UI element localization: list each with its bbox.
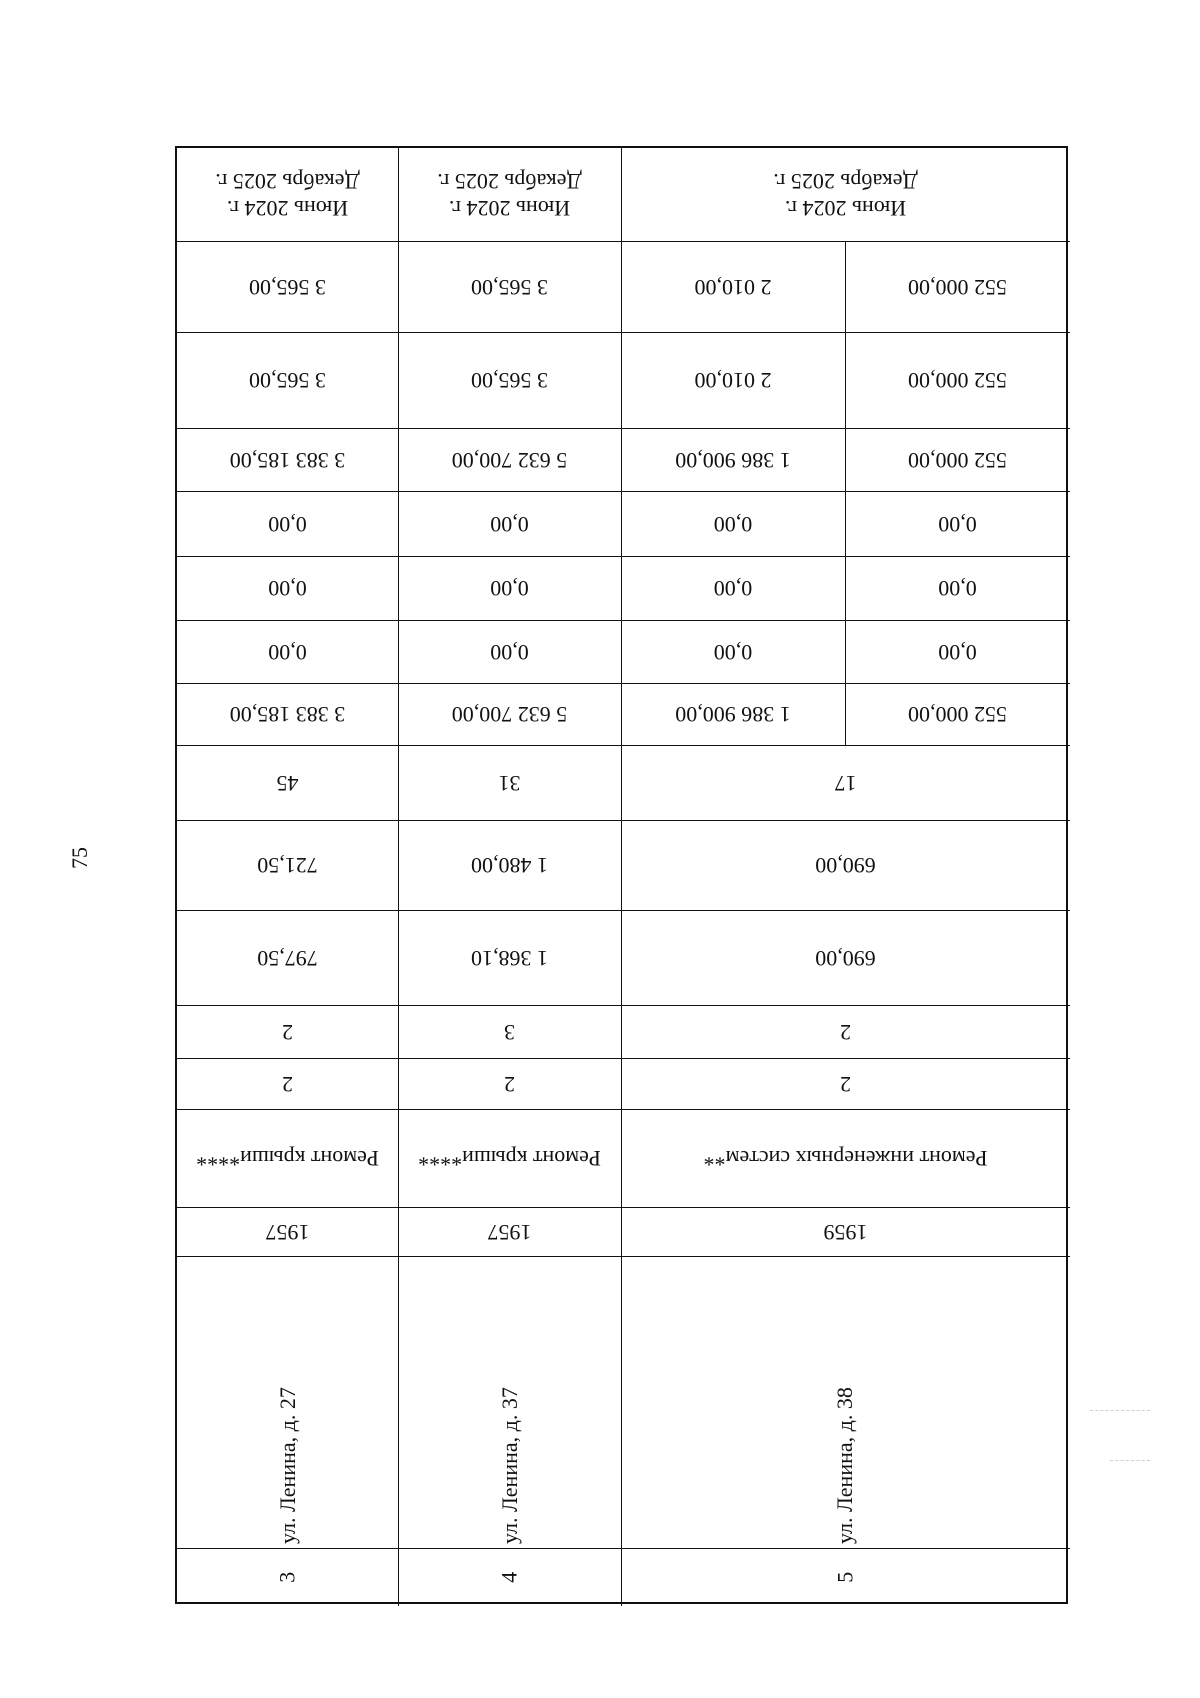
zero-cell: 0,00 <box>268 639 307 665</box>
residents-cell: 45 <box>276 770 299 796</box>
total-area-cell: 690,00 <box>815 945 876 971</box>
year-cell: 1957 <box>487 1219 532 1245</box>
period-cell: Июнь 2024 г. Декабрь 2025 г. <box>773 169 918 221</box>
owners-funds-cell: 1 386 900,00 <box>675 447 791 473</box>
page-number: 75 <box>67 847 92 869</box>
living-area-cell: 1 480,00 <box>471 853 548 879</box>
living-area-cell: 690,00 <box>815 853 876 879</box>
cost-limit-cell: 3 565,00 <box>471 368 548 394</box>
work-type-cell: Ремонт инженерных систем** <box>703 1146 988 1172</box>
address-cell: ул. Ленина, д. 38 <box>832 1387 857 1544</box>
floors-cell: 2 <box>282 1071 293 1097</box>
entrances-cell: 3 <box>504 1019 515 1045</box>
cost-per-sqm-cell: 552 000,00 <box>908 274 1007 300</box>
work-type-cell: Ремонт крыши**** <box>418 1146 601 1172</box>
cost-per-sqm-cell: 3 565,00 <box>471 274 548 300</box>
owners-funds-cell: 552 000,00 <box>908 447 1007 473</box>
row-index: 5 <box>832 1571 858 1583</box>
row-index: 3 <box>274 1571 300 1583</box>
zero-cell: 0,00 <box>268 576 307 602</box>
address-cell: ул. Ленина, д. 37 <box>497 1387 522 1544</box>
total-cost-cell: 5 632 700,00 <box>451 702 568 728</box>
period-cell: Июнь 2024 г. Декабрь 2025 г. <box>215 169 360 221</box>
year-cell: 1959 <box>823 1219 868 1245</box>
floors-cell: 2 <box>504 1071 515 1097</box>
work-type-cell: Ремонт крыши**** <box>196 1146 379 1172</box>
zero-cell: 0,00 <box>490 511 529 537</box>
scan-artifact <box>1110 1460 1150 1461</box>
period-cell: Июнь 2024 г. Декабрь 2025 г. <box>437 169 582 221</box>
zero-cell: 0,00 <box>713 639 753 665</box>
zero-cell: 0,00 <box>713 511 753 537</box>
zero-cell: 0,00 <box>938 576 977 602</box>
total-area-cell: 1 368,10 <box>471 945 548 971</box>
row-index: 4 <box>496 1571 522 1583</box>
owners-funds-cell: 5 632 700,00 <box>451 447 568 473</box>
total-cost-cell: 3 383 185,00 <box>229 702 346 728</box>
total-cost-cell: 552 000,00 <box>908 702 1007 728</box>
cost-limit-cell: 3 565,00 <box>249 368 326 394</box>
cost-per-sqm-cell: 3 565,00 <box>249 274 326 300</box>
cost-per-sqm-cell: 2 010,00 <box>694 274 772 300</box>
total-cost-cell: 1 386 900,00 <box>675 702 791 728</box>
zero-cell: 0,00 <box>938 511 977 537</box>
row-index-cell <box>621 1548 1070 1606</box>
entrances-cell: 2 <box>840 1019 851 1045</box>
living-area-cell: 721,50 <box>257 853 318 879</box>
scan-artifact <box>1090 1410 1150 1411</box>
address-cell: ул. Ленина, д. 27 <box>275 1387 300 1544</box>
zero-cell: 0,00 <box>713 576 753 602</box>
year-cell: 1957 <box>265 1219 310 1245</box>
row-index-cell <box>177 1548 398 1606</box>
owners-funds-cell: 3 383 185,00 <box>229 447 346 473</box>
zero-cell: 0,00 <box>490 576 529 602</box>
zero-cell: 0,00 <box>490 639 529 665</box>
zero-cell: 0,00 <box>268 511 307 537</box>
cost-limit-cell: 552 000,00 <box>908 368 1007 394</box>
total-area-cell: 797,50 <box>257 945 318 971</box>
residents-cell: 17 <box>834 770 857 796</box>
zero-cell: 0,00 <box>938 639 977 665</box>
row-index-cell <box>398 1548 621 1606</box>
residents-cell: 31 <box>498 770 521 796</box>
cost-limit-cell: 2 010,00 <box>694 368 772 394</box>
repair-table <box>175 146 1068 1604</box>
entrances-cell: 2 <box>282 1019 293 1045</box>
floors-cell: 2 <box>840 1071 851 1097</box>
